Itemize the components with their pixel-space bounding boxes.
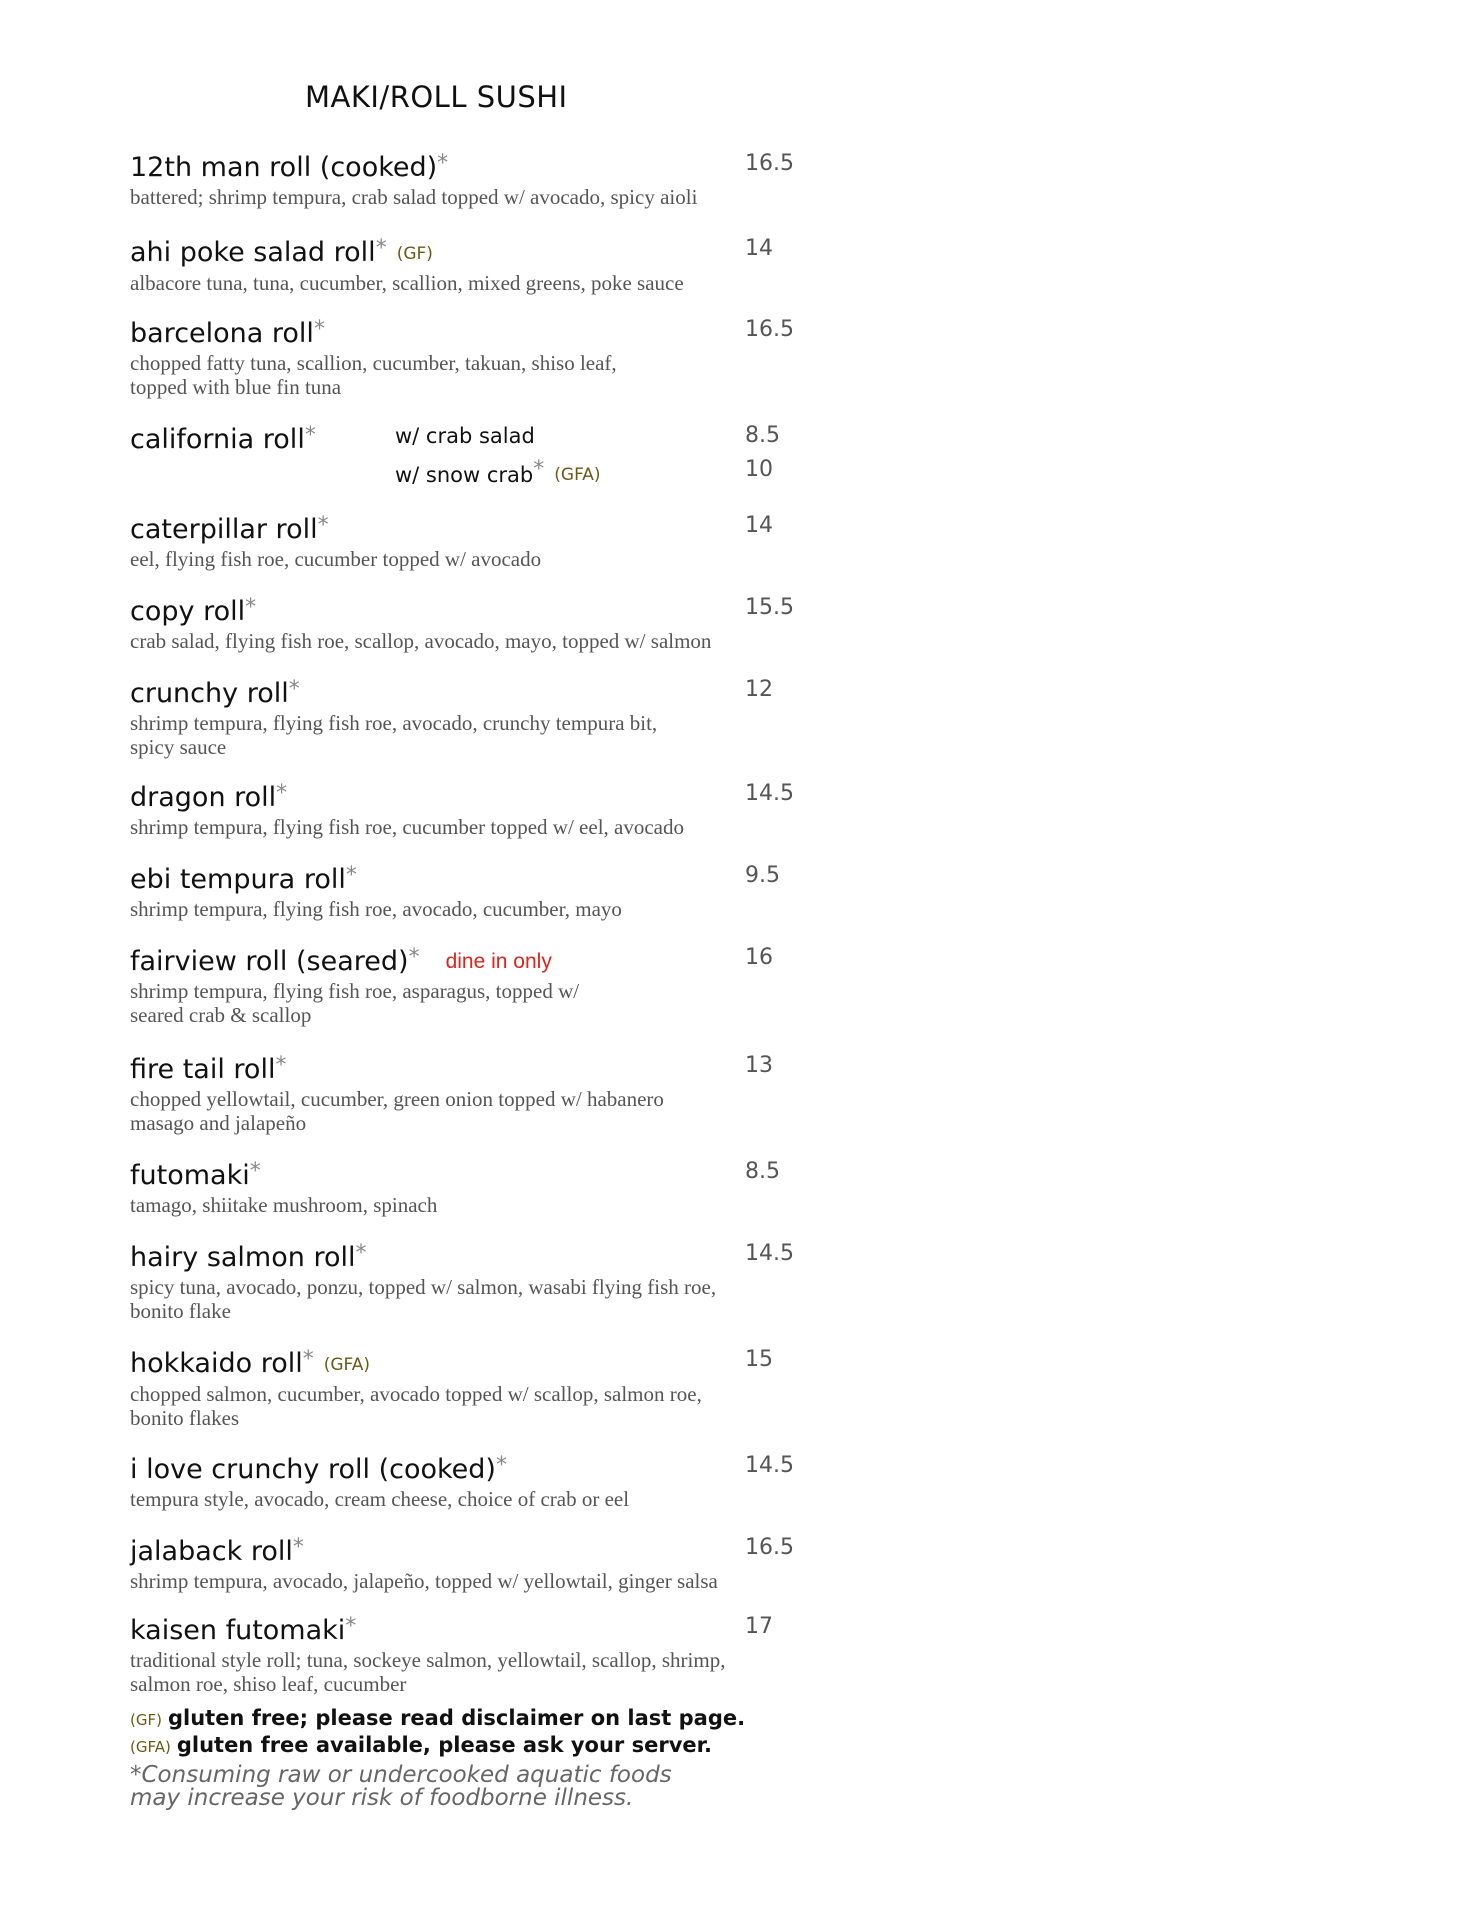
menu-item-price: 16.5 bbox=[745, 317, 794, 342]
asterisk-mark: * bbox=[249, 1159, 261, 1184]
menu-item-description: shrimp tempura, flying fish roe, cucumber topped w/ eel, avocado bbox=[130, 815, 684, 839]
menu-item-price: 14 bbox=[745, 236, 773, 261]
menu-item-name: barcelona roll bbox=[130, 318, 314, 349]
menu-item-name: fairview roll (seared) bbox=[130, 946, 409, 977]
menu-item bbox=[130, 233, 810, 295]
menu-item-name: jalaback roll bbox=[130, 1536, 293, 1567]
menu-item-name: crunchy roll bbox=[130, 678, 289, 709]
menu-item-description: albacore tuna, tuna, cucumber, scallion, mixed greens, poke sauce bbox=[130, 271, 684, 295]
asterisk-mark: * bbox=[276, 781, 288, 806]
menu-item-price: 14 bbox=[745, 513, 773, 538]
menu-item bbox=[130, 942, 810, 1027]
menu-item-name-row bbox=[130, 674, 810, 710]
legend-gfa bbox=[130, 1733, 890, 1760]
menu-item-price: 14.5 bbox=[745, 1241, 794, 1266]
menu-item-name-row bbox=[130, 1156, 810, 1192]
asterisk-mark: * bbox=[292, 1535, 304, 1560]
menu-item-name-row bbox=[130, 942, 810, 978]
asterisk-mark: * bbox=[437, 151, 449, 176]
asterisk-mark: * bbox=[288, 677, 300, 702]
menu-item bbox=[130, 1156, 810, 1217]
menu-item-name-row bbox=[130, 860, 810, 896]
menu-item-description: chopped yellowtail, cucumber, green onion topped w/ habanero masago and jalapeño bbox=[130, 1087, 664, 1135]
asterisk-mark: * bbox=[304, 423, 316, 448]
asterisk-mark: * bbox=[495, 1453, 507, 1478]
menu-item-price: 12 bbox=[745, 677, 773, 702]
menu-item-name-row bbox=[130, 592, 810, 628]
option-label: w/ snow crab bbox=[395, 463, 534, 487]
menu-item-name-row bbox=[130, 233, 810, 270]
menu-item bbox=[130, 1532, 810, 1593]
menu-item-name-row bbox=[130, 778, 810, 814]
menu-item-name-row bbox=[130, 1532, 810, 1568]
asterisk-mark: * bbox=[245, 595, 257, 620]
menu-item bbox=[130, 148, 810, 209]
menu-item bbox=[130, 1611, 810, 1696]
menu-item-price: 15.5 bbox=[745, 595, 794, 620]
dine-in-note: dine in only bbox=[445, 950, 552, 973]
option-price: 8.5 bbox=[745, 423, 780, 448]
menu-item-description: chopped salmon, cucumber, avocado topped w/ scallop, salmon roe, bonito flakes bbox=[130, 1382, 702, 1430]
menu-item-price: 13 bbox=[745, 1053, 773, 1078]
menu-item-description: chopped fatty tuna, scallion, cucumber, takuan, shiso leaf, topped with blue fin tuna bbox=[130, 351, 617, 399]
menu-item-name: fire tail roll bbox=[130, 1054, 276, 1085]
menu-item-name: dragon roll bbox=[130, 782, 277, 813]
page-title: MAKI/ROLL SUSHI bbox=[305, 80, 568, 114]
asterisk-mark: * bbox=[345, 1614, 357, 1639]
menu-item-price: 14.5 bbox=[745, 781, 794, 806]
option-label-row bbox=[395, 420, 875, 452]
menu-item-name-row bbox=[130, 1611, 810, 1647]
menu-item-price: 14.5 bbox=[745, 1453, 794, 1478]
legend-gfa-text: gluten free available, please ask your server. bbox=[176, 1733, 712, 1757]
menu-item bbox=[130, 778, 810, 839]
legend bbox=[130, 1706, 890, 1810]
dietary-tag: (GFA) bbox=[323, 1355, 371, 1375]
menu-item bbox=[130, 1238, 810, 1323]
menu-item-name: i love crunchy roll (cooked) bbox=[130, 1454, 496, 1485]
menu-item-name-row bbox=[130, 148, 810, 184]
asterisk-mark: * bbox=[302, 1347, 314, 1372]
menu-item-name-row bbox=[130, 1050, 810, 1086]
menu-item-name: hairy salmon roll bbox=[130, 1242, 356, 1273]
menu-item-name: hokkaido roll bbox=[130, 1348, 303, 1379]
option-price: 10 bbox=[745, 457, 773, 482]
menu-item bbox=[130, 674, 810, 759]
menu-item-name-row bbox=[130, 1450, 810, 1486]
asterisk-mark: * bbox=[408, 945, 420, 970]
menu-item-description: traditional style roll; tuna, sockeye salmon, yellowtail, scallop, shrimp, salmon roe, shiso leaf, cucumber bbox=[130, 1648, 726, 1696]
menu-item bbox=[130, 420, 810, 487]
menu-item-description: spicy tuna, avocado, ponzu, topped w/ salmon, wasabi flying fish roe, bonito flake bbox=[130, 1275, 717, 1323]
menu-item-price: 17 bbox=[745, 1614, 773, 1639]
asterisk-mark: * bbox=[317, 513, 329, 538]
asterisk-mark: * bbox=[355, 1241, 367, 1266]
menu-item-description: shrimp tempura, flying fish roe, asparagus, topped w/ seared crab & scallop bbox=[130, 979, 580, 1027]
menu-item-description: shrimp tempura, flying fish roe, avocado, crunchy tempura bit, spicy sauce bbox=[130, 711, 658, 759]
menu-item-name: 12th man roll (cooked) bbox=[130, 152, 438, 183]
menu-item-price: 9.5 bbox=[745, 863, 780, 888]
option-label-row bbox=[395, 454, 875, 491]
option-label: w/ crab salad bbox=[395, 424, 535, 448]
menu-item-description: shrimp tempura, flying fish roe, avocado, cucumber, mayo bbox=[130, 897, 622, 921]
legend-gf bbox=[130, 1706, 890, 1733]
menu-item-option bbox=[395, 420, 875, 452]
menu-item-name: california roll bbox=[130, 424, 305, 455]
menu-item-name: kaisen futomaki bbox=[130, 1615, 346, 1646]
raw-food-disclaimer: *Consuming raw or undercooked aquatic foods may increase your risk of foodborne illness. bbox=[130, 1762, 672, 1811]
asterisk-mark: * bbox=[533, 457, 545, 482]
menu-item-name-row bbox=[130, 1344, 810, 1381]
menu-item-name: ebi tempura roll bbox=[130, 864, 346, 895]
dietary-tag: (GF) bbox=[396, 244, 433, 264]
menu-item bbox=[130, 592, 810, 653]
menu-item-name-row bbox=[130, 510, 810, 546]
menu-item-description: shrimp tempura, avocado, jalapeño, topped w/ yellowtail, ginger salsa bbox=[130, 1569, 718, 1593]
menu-item-name-row bbox=[130, 1238, 810, 1274]
menu-item-price: 15 bbox=[745, 1347, 773, 1372]
menu-item-name: ahi poke salad roll bbox=[130, 237, 376, 268]
asterisk-mark: * bbox=[313, 317, 325, 342]
menu-item bbox=[130, 1050, 810, 1135]
menu-item-price: 16.5 bbox=[745, 151, 794, 176]
dietary-tag: (GFA) bbox=[554, 465, 601, 485]
menu-item-name: futomaki bbox=[130, 1160, 250, 1191]
menu-item-price: 8.5 bbox=[745, 1159, 780, 1184]
menu-item-name: copy roll bbox=[130, 596, 246, 627]
menu-item-price: 16.5 bbox=[745, 1535, 794, 1560]
menu-item-option bbox=[395, 454, 875, 486]
menu-item bbox=[130, 314, 810, 399]
asterisk-mark: * bbox=[275, 1053, 287, 1078]
menu-item-description: tempura style, avocado, cream cheese, choice of crab or eel bbox=[130, 1487, 630, 1511]
menu-item bbox=[130, 510, 810, 571]
menu-item-description: battered; shrimp tempura, crab salad topped w/ avocado, spicy aioli bbox=[130, 185, 698, 209]
legend-gf-text: gluten free; please read disclaimer on last page. bbox=[167, 1706, 746, 1730]
asterisk-mark: * bbox=[375, 236, 387, 261]
menu-item-price: 16 bbox=[745, 945, 773, 970]
menu-item bbox=[130, 860, 810, 921]
menu-item bbox=[130, 1344, 810, 1430]
menu-item-name-row bbox=[130, 314, 810, 350]
menu-item-description: eel, flying fish roe, cucumber topped w/ avocado bbox=[130, 547, 542, 571]
legend-gfa-tag: (GFA) bbox=[130, 1738, 171, 1756]
menu-item-name: caterpillar roll bbox=[130, 514, 318, 545]
legend-gf-tag: (GF) bbox=[130, 1711, 162, 1729]
menu-item bbox=[130, 1450, 810, 1511]
menu-item-description: crab salad, flying fish roe, scallop, avocado, mayo, topped w/ salmon bbox=[130, 629, 712, 653]
asterisk-mark: * bbox=[345, 863, 357, 888]
menu-item-description: tamago, shiitake mushroom, spinach bbox=[130, 1193, 438, 1217]
